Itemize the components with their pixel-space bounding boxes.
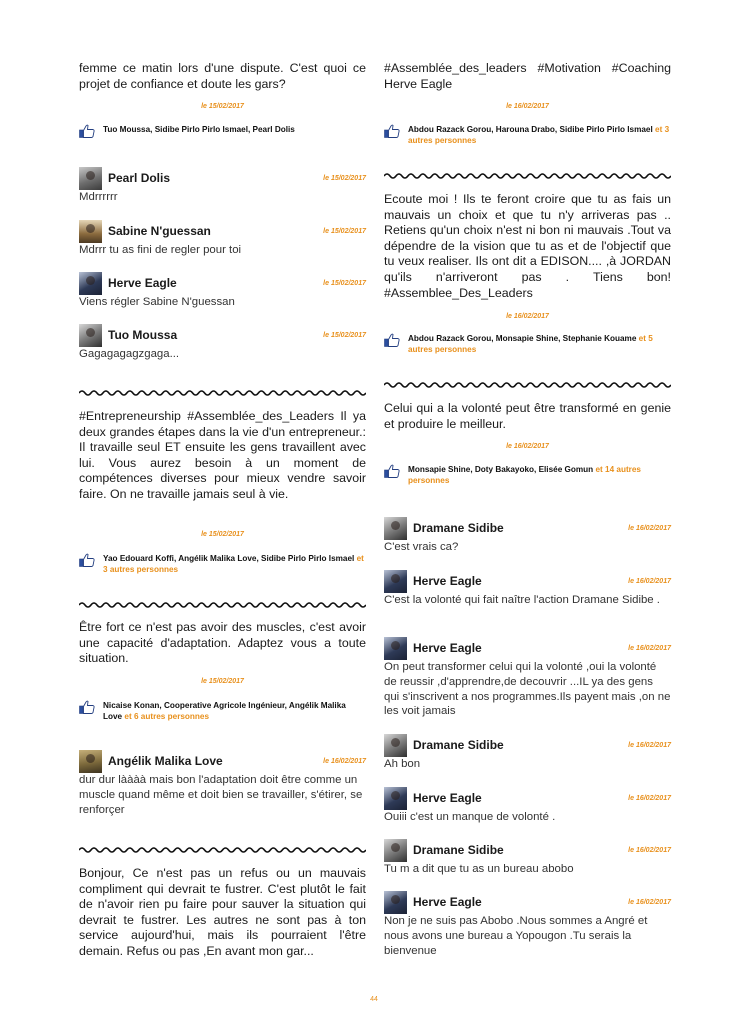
comment <box>79 166 366 205</box>
likes-others[interactable]: et 14 autres personnes <box>408 465 641 485</box>
comment-text: Gagagagagzgaga... <box>79 348 180 360</box>
likes-names: Abdou Razack Gorou, Harouna Drabo, Sidibe Pirlo Pirlo Ismael et 3 autres personnes <box>408 125 670 145</box>
comment <box>384 636 671 719</box>
post-date: le 15/02/2017 <box>201 531 244 538</box>
comment-date: le 15/02/2017 <box>323 279 366 287</box>
likes-row <box>79 553 366 575</box>
comment-date: le 16/02/2017 <box>628 846 671 854</box>
post-date: le 16/02/2017 <box>506 443 549 450</box>
likes-row <box>79 700 366 722</box>
comment <box>79 323 366 362</box>
comment-text: On peut transformer celui qui la volonté ,oui la volonté de reussir ,d'apprendre,de decouvrir ...IL ya des gens qui s'inscrivent a nos programmes.Ils payent mais ,on ne les voit jamais <box>384 661 671 718</box>
comment-author[interactable]: Dramane Sidibe <box>413 521 504 535</box>
comment-date: le 16/02/2017 <box>628 794 671 802</box>
likes-others[interactable]: et 3 autres personnes <box>103 554 364 574</box>
likes-others[interactable]: et 6 autres personnes <box>124 712 210 721</box>
like-icon[interactable] <box>384 333 400 347</box>
avatar[interactable] <box>384 734 407 757</box>
avatar[interactable] <box>384 517 407 540</box>
avatar[interactable] <box>384 570 407 593</box>
likes-names: Tuo Moussa, Sidibe Pirlo Pirlo Ismael, Pearl Dolis <box>103 125 295 134</box>
comment <box>384 786 671 825</box>
comment-date: le 15/02/2017 <box>323 331 366 339</box>
comment-text: dur dur làààà mais bon l'adaptation doit être comme un muscle quand même et doit bien se travailler, s'étirer, se renforçer <box>79 774 363 816</box>
comment-text: Ouiii c'est un manque de volonté . <box>384 811 556 823</box>
avatar[interactable] <box>384 839 407 862</box>
comment-text: Mdrrrrrr <box>79 191 118 203</box>
comment-author[interactable]: Pearl Dolis <box>108 171 171 185</box>
likes-row <box>79 124 366 138</box>
post-text: Ecoute moi ! Ils te feront croire que tu as fais un mauvais un choix et que tu n'y arriveras pas .. Retiens qu'un choix n'est ni bon ni mauvais .Tout va dépendre de la vision que tu as et de l'objectif que tu veux realiser. Ils ont dit a EDISON.... ,à JORDAN qu'ils n'arriveront pas . Tiens bon! #Assemblee_Des_Leaders <box>384 192 671 300</box>
comment-text: Non je ne suis pas Abobo .Nous sommes a Angré et nous avons une bureau a Yopougon .Tu serais la bienvenue <box>384 915 648 957</box>
likes-names: Nicaise Konan, Cooperative Agricole Ingénieur, Angélik Malika Love et 6 autres personnes <box>103 701 346 721</box>
likes-row <box>384 464 671 486</box>
avatar[interactable] <box>79 167 102 190</box>
post-date: le 15/02/2017 <box>201 103 244 110</box>
comment <box>384 890 671 958</box>
wave-divider <box>79 600 366 610</box>
post-date: le 16/02/2017 <box>506 103 549 110</box>
comment-author[interactable]: Herve Eagle <box>108 276 177 290</box>
likes-names: Yao Edouard Koffi, Angélik Malika Love, Sidibe Pirlo Pirlo Ismael et 3 autres personnes <box>103 554 364 574</box>
post-text: #Entrepreneurship #Assemblée_des_Leaders Il ya deux grandes étapes dans la vie d'un entrepreneur.: Il travaille seul ET ensuite les gens travaillent avec lui. Vous aurez besoin à un moment de compétences diverses pour mieux vendre savoir faire. On ne travaille jamais seul à vie. <box>79 409 366 501</box>
avatar[interactable] <box>79 324 102 347</box>
avatar[interactable] <box>79 220 102 243</box>
likes-row <box>384 333 671 355</box>
post-text: Celui qui a la volonté peut être transformé en genie et produire le meilleur. <box>384 401 671 431</box>
comment-text: Ah bon <box>384 758 421 770</box>
avatar[interactable] <box>384 891 407 914</box>
like-icon[interactable] <box>79 553 95 567</box>
comment-author[interactable]: Angélik Malika Love <box>108 754 223 768</box>
comment-author[interactable]: Herve Eagle <box>413 791 482 805</box>
comment <box>384 733 671 772</box>
comment-date: le 16/02/2017 <box>628 577 671 585</box>
comment <box>384 838 671 877</box>
comment <box>384 516 671 555</box>
comment <box>384 569 671 608</box>
post-text: #Assemblée_des_leaders #Motivation #Coaching Herve Eagle <box>384 61 671 91</box>
comment-date: le 16/02/2017 <box>628 644 671 652</box>
comment-author[interactable]: Herve Eagle <box>413 574 482 588</box>
comment <box>79 219 366 258</box>
post-text: femme ce matin lors d'une dispute. C'est quoi ce projet de confiance et doute les gars? <box>79 61 366 91</box>
avatar[interactable] <box>384 637 407 660</box>
comment-text: Tu m a dit que tu as un bureau abobo <box>384 863 574 875</box>
comment-date: le 16/02/2017 <box>628 898 671 906</box>
comment-date: le 16/02/2017 <box>323 757 366 765</box>
comment-author[interactable]: Tuo Moussa <box>108 328 178 342</box>
like-icon[interactable] <box>79 700 95 714</box>
comment-author[interactable]: Herve Eagle <box>413 641 482 655</box>
comment <box>79 749 366 817</box>
likes-row <box>384 124 671 146</box>
like-icon[interactable] <box>384 464 400 478</box>
wave-divider <box>79 845 366 855</box>
comment-author[interactable]: Sabine N'guessan <box>108 224 211 238</box>
likes-names: Abdou Razack Gorou, Monsapie Shine, Stephanie Kouame et 5 autres personnes <box>408 334 653 354</box>
wave-divider <box>384 171 671 181</box>
comment-author[interactable]: Dramane Sidibe <box>413 738 504 752</box>
likes-others[interactable]: et 5 autres personnes <box>408 334 653 354</box>
page-number: 44 <box>370 996 378 1003</box>
avatar[interactable] <box>79 272 102 295</box>
post-text: Bonjour, Ce n'est pas un refus ou un mauvais compliment qui devrait te fustrer. C'est plutôt le fait de n'avoir rien pu faire pour sauver la situation qui devrait te fustrer. Les autres ne sont pas à ton service aujourd'hui, mais ils pourraient l'être demain. Refus ou pas ,En avant mon gar... <box>79 866 366 958</box>
wave-divider <box>384 380 671 390</box>
wave-divider <box>79 388 366 398</box>
avatar[interactable] <box>384 787 407 810</box>
comment-author[interactable]: Herve Eagle <box>413 895 482 909</box>
comment-date: le 16/02/2017 <box>628 741 671 749</box>
like-icon[interactable] <box>384 124 400 138</box>
comment-text: C'est vrais ca? <box>384 541 459 553</box>
like-icon[interactable] <box>79 124 95 138</box>
post-date: le 16/02/2017 <box>506 313 549 320</box>
comment-date: le 16/02/2017 <box>628 524 671 532</box>
likes-others[interactable]: et 3 autres personnes <box>408 125 670 145</box>
comment-text: Viens régler Sabine N'guessan <box>79 296 235 308</box>
likes-names: Monsapie Shine, Doty Bakayoko, Elisée Gomun et 14 autres personnes <box>408 465 641 485</box>
comment-date: le 15/02/2017 <box>323 174 366 182</box>
post-text: Être fort ce n'est pas avoir des muscles, c'est avoir une capacité d'adaptation. Adaptez vous a toute situation. <box>79 620 366 666</box>
comment-text: Mdrrr tu as fini de regler pour toi <box>79 244 242 256</box>
comment-text: C'est la volonté qui fait naître l'action Dramane Sidibe . <box>384 594 660 606</box>
comment-date: le 15/02/2017 <box>323 227 366 235</box>
avatar[interactable] <box>79 750 102 773</box>
post-date: le 15/02/2017 <box>201 678 244 685</box>
comment-author[interactable]: Dramane Sidibe <box>413 843 504 857</box>
comment <box>79 271 366 310</box>
